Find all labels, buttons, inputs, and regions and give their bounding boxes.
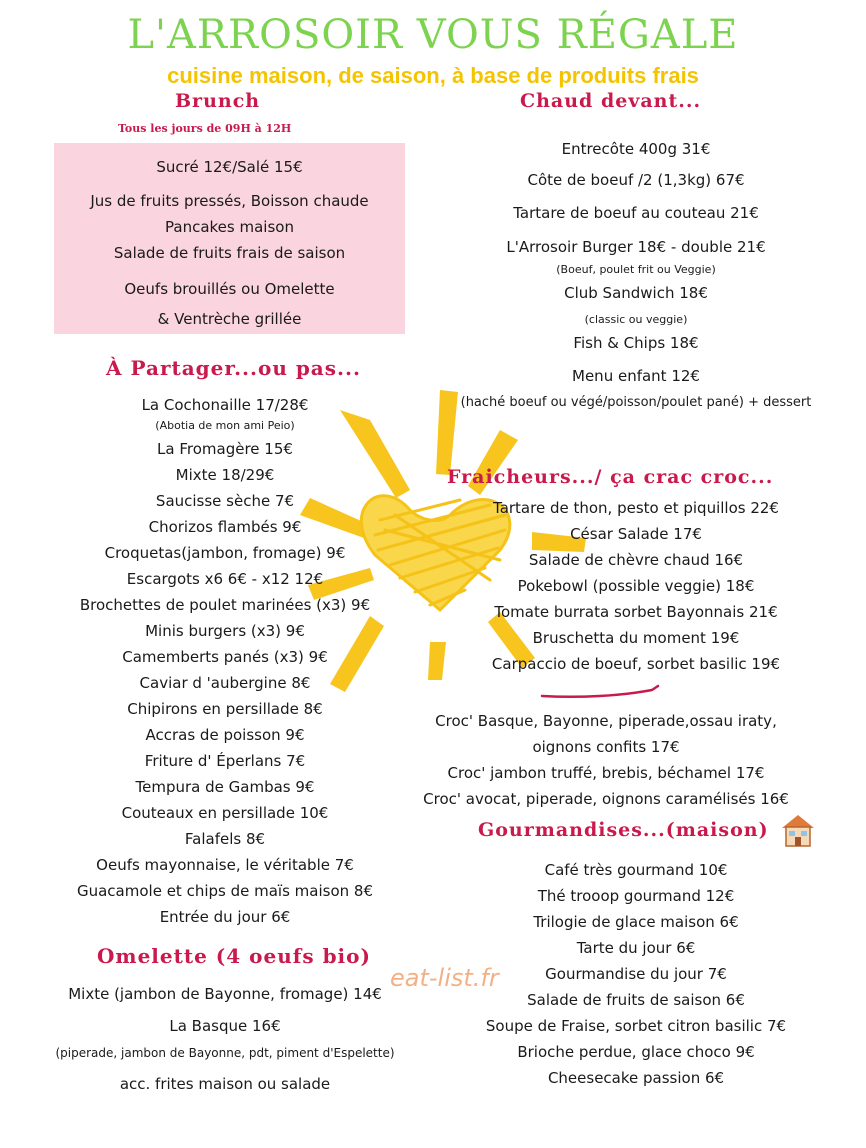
list-item: Salade de fruits de saison 6€ (527, 991, 745, 1009)
list-item: César Salade 17€ (570, 525, 702, 543)
fraicheurs-heading: Fraicheurs.../ ça crac croc... (447, 466, 774, 488)
list-item: Sucré 12€/Salé 15€ (156, 158, 303, 176)
house-icon (780, 812, 816, 848)
chaud-heading: Chaud devant... (520, 90, 702, 112)
omelette-list (0, 981, 450, 1097)
list-item: Escargots x6 6€ - x12 12€ (126, 570, 324, 588)
list-item: La Cochonaille 17/28€ (141, 396, 309, 414)
list-item: Camemberts panés (x3) 9€ (122, 648, 328, 666)
list-item-note: (piperade, jambon de Bayonne, pdt, piment d'Espelette) (55, 1046, 395, 1060)
list-item: Thé trooop gourmand 12€ (537, 887, 735, 905)
list-item: La Basque 16€ (169, 1017, 281, 1035)
list-item: Club Sandwich 18€ (564, 284, 708, 302)
list-item: Chorizos flambés 9€ (148, 518, 302, 536)
partager-heading: À Partager...ou pas... (106, 356, 361, 380)
list-item: Menu enfant 12€ (572, 367, 700, 385)
partager-list (0, 392, 450, 930)
list-item: Croc' jambon truffé, brebis, béchamel 17€ (447, 764, 765, 782)
list-item: Pokebowl (possible veggie) 18€ (517, 577, 755, 595)
list-item: Soupe de Fraise, sorbet citron basilic 7€ (485, 1017, 787, 1035)
list-item: Cheesecake passion 6€ (547, 1069, 725, 1087)
list-item: Tartare de thon, pesto et piquillos 22€ (493, 499, 779, 517)
list-item: Pancakes maison (165, 218, 294, 236)
list-item: Chipirons en persillade 8€ (127, 700, 323, 718)
list-item: Jus de fruits pressés, Boisson chaude (90, 192, 369, 210)
list-item: Croquetas(jambon, fromage) 9€ (104, 544, 346, 562)
list-item: Croc' Basque, Bayonne, piperade,ossau iraty, (435, 712, 777, 730)
list-item: Entrecôte 400g 31€ (561, 140, 711, 158)
watermark: eat-list.fr (390, 964, 499, 992)
list-item: Salade de chèvre chaud 16€ (528, 551, 744, 569)
list-item-note: (Abotia de mon ami Peio) (155, 419, 295, 432)
list-item: Brioche perdue, glace choco 9€ (517, 1043, 755, 1061)
list-item: Minis burgers (x3) 9€ (145, 622, 305, 640)
list-item: Accras de poisson 9€ (145, 726, 305, 744)
list-item: acc. frites maison ou salade (119, 1075, 331, 1093)
fraicheurs-list (416, 495, 856, 677)
list-item: Mixte (jambon de Bayonne, fromage) 14€ (68, 985, 382, 1003)
list-item: oignons confits 17€ (532, 738, 680, 756)
page-subtitle: cuisine maison, de saison, à base de produits frais (167, 63, 699, 88)
list-item: Entrée du jour 6€ (159, 908, 291, 926)
list-item: L'Arrosoir Burger 18€ - double 21€ (506, 238, 766, 256)
list-item-note: (Boeuf, poulet frit ou Veggie) (556, 263, 716, 276)
brunch-list (54, 154, 405, 332)
list-item: Caviar d 'aubergine 8€ (139, 674, 311, 692)
list-item: Trilogie de glace maison 6€ (533, 913, 739, 931)
croc-list (378, 708, 834, 812)
list-item-note: (haché boeuf ou végé/poisson/poulet pané) + dessert (460, 395, 812, 410)
list-item: Brochettes de poulet marinées (x3) 9€ (79, 596, 371, 614)
brunch-heading: Brunch (175, 90, 261, 112)
list-item: Mixte 18/29€ (175, 466, 275, 484)
list-item: Bruschetta du moment 19€ (532, 629, 740, 647)
list-item: Saucisse sèche 7€ (155, 492, 295, 510)
list-item: Salade de fruits frais de saison (113, 244, 346, 262)
chaud-list (416, 136, 856, 413)
list-item: Oeufs mayonnaise, le véritable 7€ (96, 856, 354, 874)
list-item: Croc' avocat, piperade, oignons caramélisés 16€ (423, 790, 789, 808)
list-item: Tarte du jour 6€ (576, 939, 696, 957)
page-title: L'ARROSOIR VOUS RÉGALE (127, 12, 739, 58)
list-item: & Ventrèche grillée (157, 310, 302, 328)
list-item: Tomate burrata sorbet Bayonnais 21€ (494, 603, 778, 621)
list-item: Gourmandise du jour 7€ (545, 965, 727, 983)
list-item: Café très gourmand 10€ (544, 861, 728, 879)
squiggle-divider-icon (540, 682, 662, 702)
list-item: Guacamole et chips de maïs maison 8€ (76, 882, 373, 900)
list-item: La Fromagère 15€ (157, 440, 293, 458)
list-item: Tartare de boeuf au couteau 21€ (513, 204, 759, 222)
list-item-note: (classic ou veggie) (584, 313, 688, 326)
gourmandises-heading: Gourmandises...(maison) (478, 819, 769, 841)
omelette-heading: Omelette (4 oeufs bio) (97, 944, 371, 968)
list-item: Friture d' Éperlans 7€ (144, 752, 306, 770)
list-item: Tempura de Gambas 9€ (135, 778, 315, 796)
list-item: Oeufs brouillés ou Omelette (124, 280, 335, 298)
list-item: Carpaccio de boeuf, sorbet basilic 19€ (491, 655, 781, 673)
list-item: Fish & Chips 18€ (573, 334, 699, 352)
list-item: Côte de boeuf /2 (1,3kg) 67€ (527, 171, 745, 189)
list-item: Couteaux en persillade 10€ (121, 804, 329, 822)
list-item: Falafels 8€ (184, 830, 266, 848)
brunch-hours: Tous les jours de 09H à 12H (118, 122, 292, 135)
